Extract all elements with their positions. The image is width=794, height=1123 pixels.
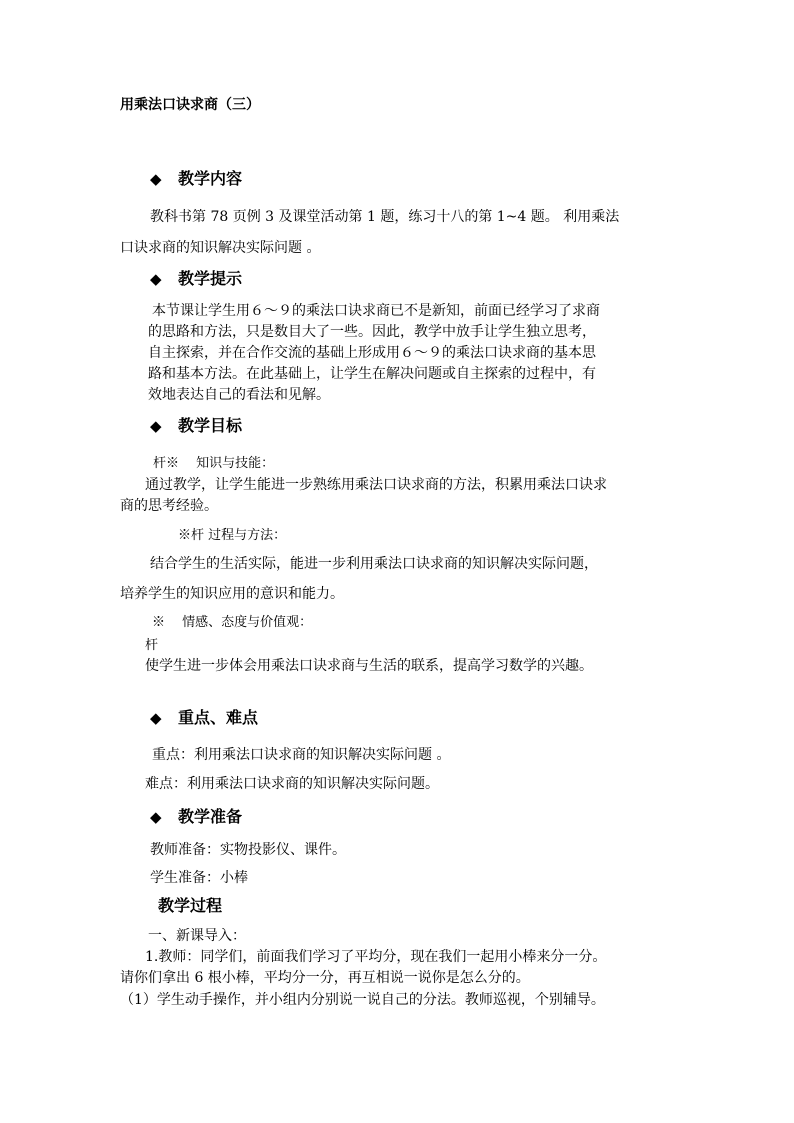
hint-line-5: 效地表达自己的看法和见解。	[148, 387, 330, 403]
hint-line-4: 路和基本方法。在此基础上，让学生在解决问题或自主探索的过程中，有	[148, 366, 596, 382]
key-line-1: 重点：利用乘法口诀求商的知识解决实际问题 。	[152, 747, 451, 763]
key-line-2: 难点：利用乘法口诀求商的知识解决实际问题。	[145, 776, 439, 792]
process-line-3: 请你们拿出 6 根小棒，平均分一分，再互相说一说你是怎么分的。	[120, 970, 530, 986]
section-heading-prep	[150, 809, 242, 825]
goal-2-line-1: 结合学生的生活实际，能进一步利用乘法口诀求商的知识解决实际问题，	[150, 556, 598, 572]
content-line-2: 口诀求商的知识解决实际问题 。	[120, 240, 321, 256]
diamond-bullet-icon: ◆	[150, 808, 162, 826]
prep-line-1: 教师准备：实物投影仪、课件。	[150, 842, 346, 858]
section-heading-label: 教学准备	[178, 807, 243, 826]
goal-3-mark: 杆	[145, 638, 159, 653]
diamond-bullet-icon: ◆	[150, 417, 162, 435]
section-heading-goals	[150, 418, 242, 434]
hint-line-3: 自主探索，并在合作交流的基础上形成用６～９的乘法口诀求商的基本思	[148, 345, 596, 361]
prep-line-2: 学生准备：小棒	[150, 870, 248, 886]
goal-1-line-2: 商的思考经验。	[120, 498, 218, 514]
goal-2-label: ※杆 过程与方法：	[178, 528, 287, 543]
process-line-2: 1.教师：同学们，前面我们学习了平均分，现在我们一起用小棒来分一分。	[145, 949, 607, 965]
hint-line-2: 的思路和方法，只是数目大了一些。因此，教学中放手让学生独立思考，	[148, 324, 596, 340]
section-heading-hint	[150, 271, 242, 287]
diamond-bullet-icon: ◆	[150, 170, 162, 188]
diamond-bullet-icon: ◆	[150, 270, 162, 288]
section-heading-key	[150, 710, 258, 726]
section-heading-label: 教学目标	[178, 416, 243, 435]
goal-1-line-1: 通过教学，让学生能进一步熟练用乘法口诀求商的方法，积累用乘法口诀求	[145, 477, 607, 493]
goal-2-line-2: 培养学生的知识应用的意识和能力。	[120, 586, 344, 602]
section-heading-process: 教学过程	[158, 896, 223, 915]
process-line-1: 一、新课导入：	[148, 928, 246, 944]
goal-1-label: 杆※ 知识与技能：	[153, 456, 275, 471]
goal-3-line-1: 使学生进一步体会用乘法口诀求商与生活的联系，提高学习数学的兴趣。	[145, 658, 593, 674]
goal-3-label: ※ 情感、态度与价值观：	[152, 615, 313, 630]
section-heading-label: 重点、难点	[178, 708, 259, 727]
hint-line-1: 本节课让学生用６～９的乘法口诀求商已不是新知，前面已经学习了求商	[152, 303, 600, 319]
section-heading-label: 教学提示	[178, 269, 243, 288]
page-title: 用乘法口诀求商（三）	[120, 97, 260, 113]
section-heading-label: 教学内容	[178, 169, 243, 188]
diamond-bullet-icon: ◆	[150, 709, 162, 727]
content-line-1: 教科书第 78 页例 3 及课堂活动第 1 题，练习十八的第 1~4 题。 利用乘法	[150, 209, 620, 225]
section-heading-content	[150, 171, 242, 187]
process-line-4: （1）学生动手操作，并小组内分别说一说自己的分法。教师巡视，个别辅导。	[120, 992, 605, 1008]
